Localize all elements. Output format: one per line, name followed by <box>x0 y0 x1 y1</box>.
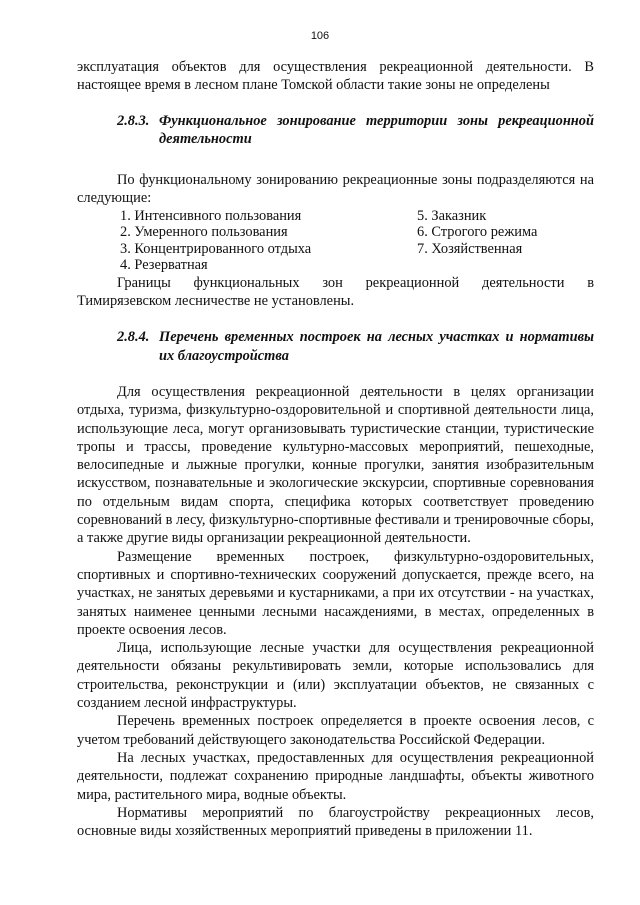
body-paragraph: Для осуществления рекреационной деятельности в целях организации отдыха, туризма, физкультурно-оздоровительной и спортивной деятельности лица, использующие леса, могут организовывать туристические станции, туристические тропы и трассы, проведение культурно-массовых мероприятий, пешеходные, велосипедные и лыжные прогулки, конные прогулки, занятия изобразительным искусством, познавательные и экологические экскурсии, спортивные соревнования по отдельным видам спорта, специфика которых соответствует проведению соревнований в лесу, физкультурно-спортивные фестивали и тренировочные сборы, а также другие виды организации рекреационной деятельности. <box>77 383 594 547</box>
body-paragraph: Размещение временных построек, физкультурно-оздоровительных, спортивных и спортивно-технических сооружений допускается, прежде всего, на участках, не занятых деревьями и кустарниками, а при их отсутствии - на участках, занятых наименее ценными лесными насаждениями, в местах, определенных в проекте освоения лесов. <box>77 548 594 638</box>
intro-paragraph: эксплуатация объектов для осуществления рекреационной деятельности. В настоящее время в лесном плане Томской области такие зоны не определены <box>77 59 594 94</box>
zone-item-empty <box>417 257 594 274</box>
zone-item: 1. Интенсивного пользования <box>120 207 302 224</box>
zone-item: 5. Заказник <box>417 207 487 224</box>
section-heading-2-8-3 <box>117 112 594 149</box>
body-paragraph: На лесных участках, предоставленных для осуществления рекреационной деятельности, подлежат сохранению природные ландшафты, объекты животного мира, растительного мира, водные объекты. <box>77 749 594 803</box>
zone-item: 2. Умеренного пользования <box>120 224 288 241</box>
page-number: 106 <box>310 30 330 42</box>
section-title: Перечень временных построек на лесных участках и нормативы их благоустройства <box>159 329 594 364</box>
body-paragraph: Перечень временных построек определяется в проекте освоения лесов, с учетом требований действующего законодательства Российской Федерации. <box>77 713 594 748</box>
zone-row <box>77 257 594 274</box>
section-number: 2.8.3. <box>117 112 150 129</box>
section-number: 2.8.4. <box>117 329 150 346</box>
section-heading-2-8-4 <box>117 328 594 365</box>
zone-row <box>77 208 594 225</box>
zone-item: 7. Хозяйственная <box>417 240 523 257</box>
boundaries-paragraph: Границы функциональных зон рекреационной деятельности в Тимирязевском лесничестве не установлены. <box>77 274 594 310</box>
zone-item: 6. Строгого режима <box>417 224 538 241</box>
section-title: Функциональное зонирование территории зоны рекреационной деятельности <box>159 112 594 147</box>
page-content <box>77 58 594 840</box>
zoning-lead-paragraph: По функциональному зонированию рекреационные зоны подразделяются на следующие: <box>77 172 594 207</box>
zone-item: 4. Резерватная <box>120 257 208 274</box>
body-paragraph: Лица, использующие лесные участки для осуществления рекреационной деятельности обязаны рекультивировать земли, которые использовались для строительства, реконструкции и (или) эксплуатации объектов, не связанных с созданием лесной инфраструктуры. <box>77 640 594 712</box>
section-body <box>77 383 594 840</box>
zone-row <box>77 224 594 241</box>
zone-list <box>77 208 594 274</box>
body-paragraph: Нормативы мероприятий по благоустройству рекреационных лесов, основные виды хозяйственных мероприятий приведены в приложении 11. <box>77 804 594 840</box>
zone-item: 3. Концентрированного отдыха <box>120 240 312 257</box>
zone-row <box>77 241 594 258</box>
